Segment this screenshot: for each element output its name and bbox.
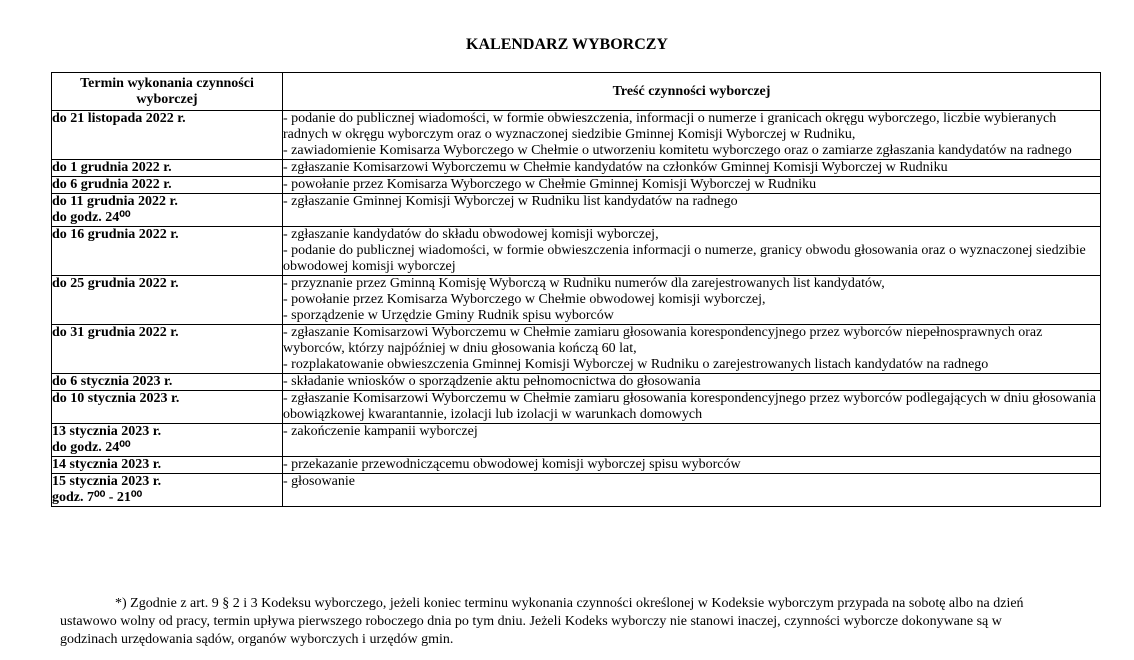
table-row <box>52 474 1101 507</box>
content-cell <box>283 457 1101 474</box>
table-row <box>52 391 1101 424</box>
activity-item: - przyznanie przez Gminną Komisję Wyborczą w Rudniku numerów dla zarejestrowanych list kandydatów, <box>283 276 885 291</box>
activity-item: - zgłaszanie Komisarzowi Wyborczemu w Chełmie kandydatów na członków Gminnej Komisji Wyborczej w Rudniku <box>283 160 948 175</box>
content-cell <box>283 474 1101 507</box>
table-row <box>52 160 1101 177</box>
term-cell <box>52 177 283 194</box>
term-text: do 10 stycznia 2023 r. <box>52 391 180 406</box>
header-term: Termin wykonania czynności wyborczej <box>52 73 283 111</box>
term-cell <box>52 391 283 424</box>
term-cell <box>52 457 283 474</box>
term-text: 14 stycznia 2023 r. <box>52 457 162 472</box>
activity-item: - rozplakatowanie obwieszczenia Gminnej Komisji Wyborczej w Rudniku o zarejestrowanych listach kandydatów na radnego <box>283 357 989 372</box>
footnote-text: *) Zgodnie z art. 9 § 2 i 3 Kodeksu wyborczego, jeżeli koniec terminu wykonania czynności określonej w Kodeksie wyborczym przypada na sobotę albo na dzień ustawowo wolny od pracy, termin upływa pierwszego roboczego dnia po tym dniu. Jeżeli Kodeks wyborczy nie stanowi inaczej, czynności wyborcze dokonywane są w godzinach urzędowania sądów, organów wyborczych i urzędów gmin. <box>60 596 1024 647</box>
table-row <box>52 194 1101 227</box>
content-cell <box>283 424 1101 457</box>
content-cell <box>283 276 1101 325</box>
term-text: godz. 7⁰⁰ - 21⁰⁰ <box>52 490 143 505</box>
term-text: do 21 listopada 2022 r. <box>52 111 186 126</box>
term-text: 13 stycznia 2023 r. <box>52 424 162 439</box>
term-cell <box>52 111 283 160</box>
table-row <box>52 276 1101 325</box>
table-row <box>52 325 1101 374</box>
content-cell <box>283 391 1101 424</box>
term-cell <box>52 325 283 374</box>
term-text: do 1 grudnia 2022 r. <box>52 160 172 175</box>
term-text: do 6 stycznia 2023 r. <box>52 374 173 389</box>
term-text: do 6 grudnia 2022 r. <box>52 177 172 192</box>
term-text: do 16 grudnia 2022 r. <box>52 227 179 242</box>
table-row <box>52 177 1101 194</box>
activity-item: - powołanie przez Komisarza Wyborczego w Chełmie Gminnej Komisji Wyborczej w Rudniku <box>283 177 817 192</box>
term-cell <box>52 276 283 325</box>
term-text: do godz. 24⁰⁰ <box>52 440 131 455</box>
table-header-row <box>52 73 1101 111</box>
activity-item: - podanie do publicznej wiadomości, w formie obwieszczenia, informacji o numerze i granicach okręgu wyborczego, liczbie wybieranych radnych w okręgu wyborczym oraz o wyznaczonej siedzibie Gminnej Komisji Wyborczej w Rudniku, <box>283 111 1057 142</box>
content-cell <box>283 111 1101 160</box>
term-cell <box>52 194 283 227</box>
activity-item: - zgłaszanie Komisarzowi Wyborczemu w Chełmie zamiaru głosowania korespondencyjnego przez wyborców podlegających w dniu głosowania obowiązkowej kwarantannie, izolacji lub izolacji w warunkach domowych <box>283 391 1096 422</box>
term-cell <box>52 227 283 276</box>
activity-item: - sporządzenie w Urzędzie Gminy Rudnik spisu wyborców <box>283 308 614 323</box>
term-text: do godz. 24⁰⁰ <box>52 210 131 225</box>
term-cell <box>52 160 283 177</box>
activity-item: - przekazanie przewodniczącemu obwodowej komisji wyborczej spisu wyborców <box>283 457 741 472</box>
term-text: do 31 grudnia 2022 r. <box>52 325 179 340</box>
footnote <box>60 595 1060 649</box>
content-cell <box>283 194 1101 227</box>
activity-item: - zawiadomienie Komisarza Wyborczego w Chełmie o utworzeniu komitetu wyborczego oraz o zamiarze zgłaszania kandydatów na radnego <box>283 143 1072 158</box>
table-row <box>52 457 1101 474</box>
activity-item: - głosowanie <box>283 474 355 489</box>
activity-item: - zgłaszanie Gminnej Komisji Wyborczej w Rudniku list kandydatów na radnego <box>283 194 738 209</box>
content-cell <box>283 177 1101 194</box>
content-cell <box>283 374 1101 391</box>
table-row <box>52 111 1101 160</box>
term-cell <box>52 474 283 507</box>
content-cell <box>283 227 1101 276</box>
term-text: 15 stycznia 2023 r. <box>52 474 162 489</box>
activity-item: - zgłaszanie Komisarzowi Wyborczemu w Chełmie zamiaru głosowania korespondencyjnego przez wyborców niepełnosprawnych oraz wyborców, którzy najpóźniej w dniu głosowania kończą 60 lat, <box>283 325 1043 356</box>
content-cell <box>283 325 1101 374</box>
activity-item: - powołanie przez Komisarza Wyborczego w Chełmie obwodowej komisji wyborczej, <box>283 292 766 307</box>
activity-item: - zakończenie kampanii wyborczej <box>283 424 478 439</box>
term-cell <box>52 424 283 457</box>
table-row <box>52 424 1101 457</box>
document-title: KALENDARZ WYBORCZY <box>466 36 668 53</box>
table-row <box>52 374 1101 391</box>
term-text: do 11 grudnia 2022 r. <box>52 194 178 209</box>
content-cell <box>283 160 1101 177</box>
election-calendar-table <box>51 72 1101 507</box>
activity-item: - zgłaszanie kandydatów do składu obwodowej komisji wyborczej, <box>283 227 659 242</box>
table-row <box>52 227 1101 276</box>
activity-item: - podanie do publicznej wiadomości, w formie obwieszczenia informacji o numerze, granicy obwodu głosowania oraz o wyznaczonej siedzibie obwodowej komisji wyborczej <box>283 243 1086 274</box>
term-cell <box>52 374 283 391</box>
activity-item: - składanie wniosków o sporządzenie aktu pełnomocnictwa do głosowania <box>283 374 701 389</box>
term-text: do 25 grudnia 2022 r. <box>52 276 179 291</box>
header-content: Treść czynności wyborczej <box>283 73 1101 111</box>
